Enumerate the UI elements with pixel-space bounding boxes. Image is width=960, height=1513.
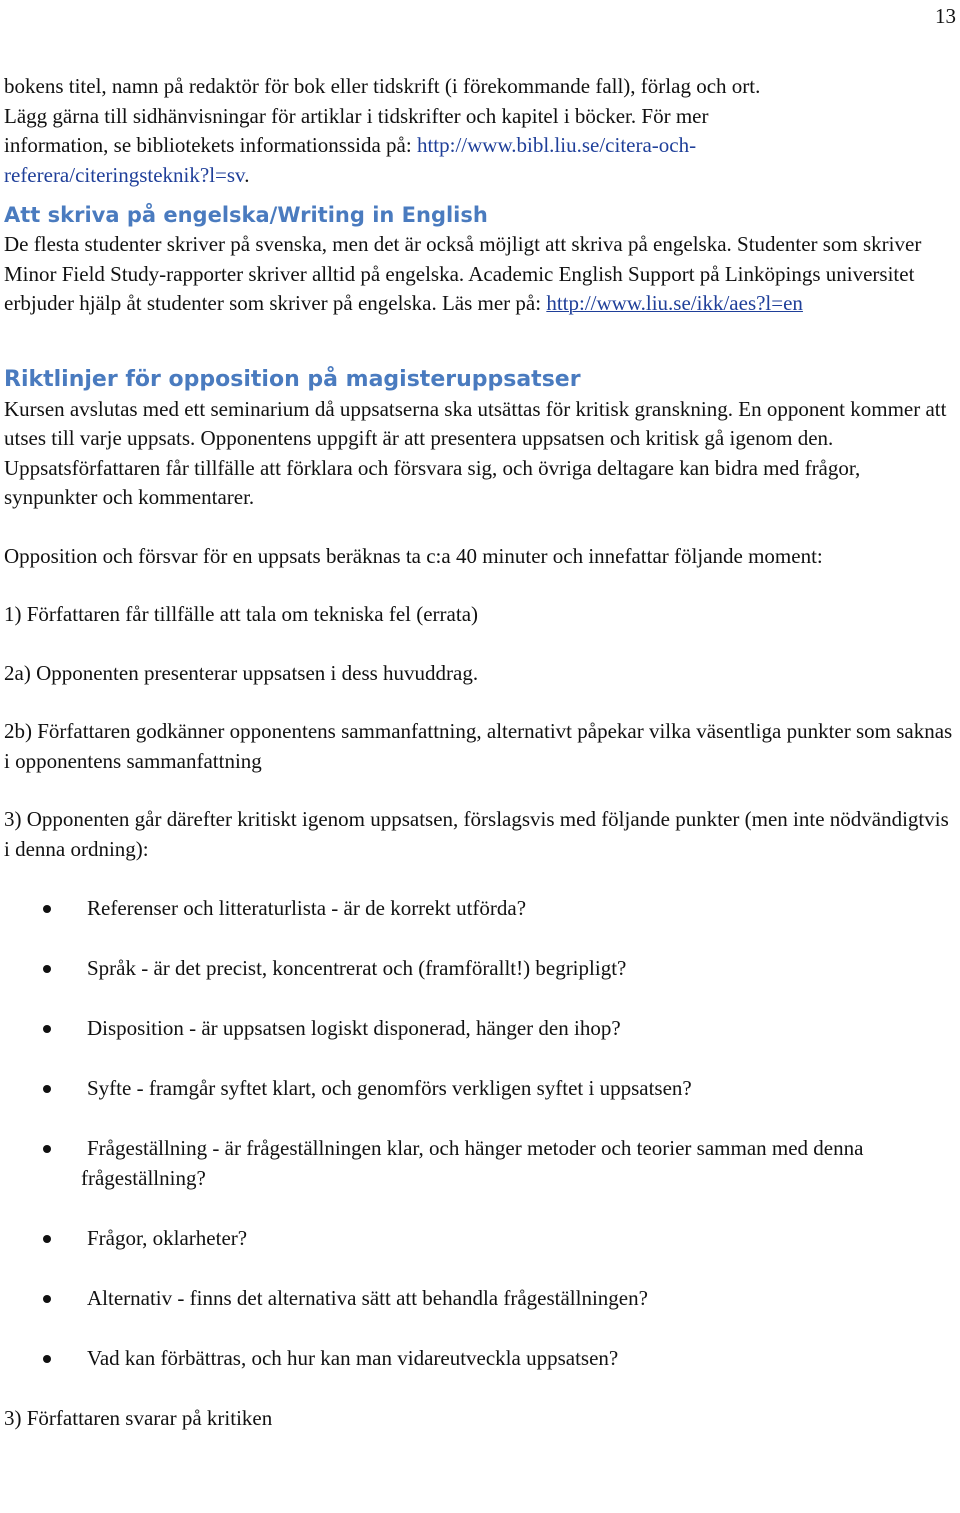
list-item: Frågor, oklarheter? <box>4 1224 956 1254</box>
list-item: Språk - är det precist, koncentrerat och (framförallt!) begripligt? <box>4 954 956 984</box>
intro-line-1: bokens titel, namn på redaktör för bok eller tidskrift (i förekommande fall), förlag och ort. <box>4 74 761 98</box>
page-number: 13 <box>935 4 956 28</box>
list-item: Frågeställning - är frågeställningen klar, och hänger metoder och teorier samman med denna frågeställning? <box>4 1134 956 1193</box>
step-2b: 2b) Författaren godkänner opponentens sammanfattning, alternativt påpekar vilka väsentliga punkter som saknas i opponentens sammanfattning <box>4 719 953 773</box>
bullet-icon <box>43 1235 51 1243</box>
english-paragraph <box>4 230 956 319</box>
intro-line-end: . <box>244 162 250 187</box>
bullet-icon <box>43 1085 51 1093</box>
step-3: 3) Opponenten går därefter kritiskt igenom uppsatsen, förslagsvis med följande punkter (men inte nödvändigtvis i denna ordning): <box>4 807 949 861</box>
list-item: Syfte - framgår syftet klart, och genomförs verkligen syftet i uppsatsen? <box>4 1074 956 1104</box>
list-item: Referenser och litteraturlista - är de korrekt utförda? <box>4 894 956 924</box>
intro-line-3: information, se bibliotekets informationssida på: <box>4 133 417 157</box>
intro-line-2: Lägg gärna till sidhänvisningar för artiklar i tidskrifter och kapitel i böcker. För mer <box>4 103 709 128</box>
aes-link[interactable]: http://www.liu.se/ikk/aes?l=en <box>546 291 803 315</box>
bullet-icon <box>43 1295 51 1303</box>
english-text: De flesta studenter skriver på svenska, men det är också möjligt att skriva på engelska. Studenter som skriver Minor Field Study-rapporter skriver alltid på engelska. Academic English Support på Linköpings universitet erbjuder hjälp åt studenter som skriver på engelska. Läs mer på: <box>4 232 922 315</box>
document-body <box>4 72 956 1433</box>
heading-opposition-guidelines: Riktlinjer för opposition på magisteruppsatser <box>4 366 581 392</box>
intro-paragraph <box>4 72 956 190</box>
bullet-icon <box>43 1145 51 1153</box>
opposition-paragraph-2: Opposition och försvar för en uppsats beräknas ta c:a 40 minuter och innefattar följande moment: <box>4 543 823 568</box>
bullet-icon <box>43 1025 51 1033</box>
citation-link-part-1[interactable]: http://www.bibl.liu.se/citera-och- <box>416 133 697 157</box>
step-3-final: 3) Författaren svarar på kritiken <box>4 1405 273 1430</box>
bullet-icon <box>43 965 51 973</box>
list-item: Alternativ - finns det alternativa sätt att behandla frågeställningen? <box>4 1284 956 1314</box>
step-2a: 2a) Opponenten presenterar uppsatsen i dess huvuddrag. <box>4 660 479 685</box>
heading-writing-in-english: Att skriva på engelska/Writing in English <box>4 203 488 227</box>
list-item: Vad kan förbättras, och hur kan man vidareutveckla uppsatsen? <box>4 1344 956 1374</box>
review-points-list <box>4 894 956 1373</box>
step-1: 1) Författaren får tillfälle att tala om tekniska fel (errata) <box>4 602 479 626</box>
opposition-paragraph-1: Kursen avslutas med ett seminarium då uppsatserna ska utsättas för kritisk granskning. En opponent kommer att utses till varje uppsats. Opponentens uppgift är att presentera uppsatsen och kritisk gå igenom den. Uppsatsförfattaren får tillfälle att förklara och försvara sig, och övriga deltagare kan bidra med frågor, synpunkter och kommentarer. <box>4 396 947 509</box>
bullet-icon <box>43 905 51 913</box>
bullet-icon <box>43 1355 51 1363</box>
citation-link-part-2[interactable]: referera/citeringsteknik?l=sv <box>4 162 245 187</box>
list-item: Disposition - är uppsatsen logiskt disponerad, hänger den ihop? <box>4 1014 956 1044</box>
